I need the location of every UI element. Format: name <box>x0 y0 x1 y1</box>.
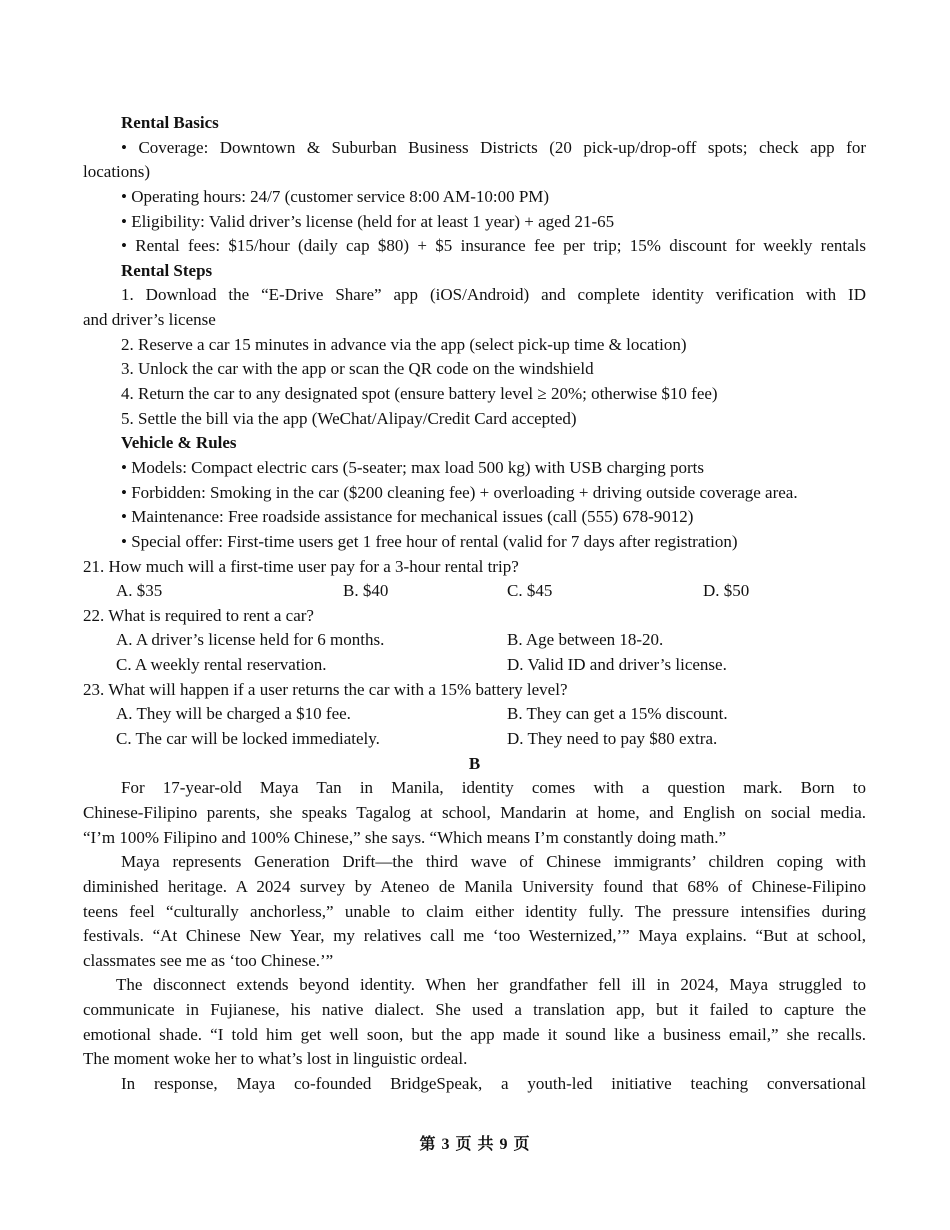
step-4: 4. Return the car to any designated spot (ensure battery level ≥ 20%; otherwise $10 fee) <box>121 384 718 404</box>
step-1: 1. Download the “E-Drive Share” app (iOS/Android) and complete identity verification with ID <box>121 285 866 305</box>
coverage-line: • Coverage: Downtown & Suburban Business Districts (20 pick-up/drop-off spots; check app for <box>121 137 866 157</box>
paragraph-3-line: The moment woke her to what’s lost in linguistic ordeal. <box>83 1049 468 1069</box>
option-a: A. $35 <box>116 581 163 601</box>
page-number-footer: 第 3 页 共 9 页 <box>419 1136 531 1153</box>
step-2: 2. Reserve a car 15 minutes in advance via the app (select pick-up time & location) <box>121 334 687 354</box>
options-22-ab <box>83 628 866 653</box>
options-22-cd <box>83 653 866 678</box>
paragraph-1-line: “I’m 100% Filipino and 100% Chinese,” she says. “Which means I’m constantly doing math.” <box>83 827 727 847</box>
option-b: B. $40 <box>343 581 389 601</box>
option-c: C. $45 <box>507 581 553 601</box>
heading-vehicle-rules: Vehicle & Rules <box>121 433 237 453</box>
option-d: D. $50 <box>703 581 750 601</box>
paragraph-4-line: In response, Maya co-founded BridgeSpeak, a youth-led initiative teaching conversational <box>121 1073 866 1093</box>
options-21 <box>83 579 866 604</box>
heading-rental-basics: Rental Basics <box>121 113 219 132</box>
maintenance: • Maintenance: Free roadside assistance for mechanical issues (call (555) 678-9012) <box>121 507 694 527</box>
special-offer: • Special offer: First-time users get 1 free hour of rental (valid for 7 days after registration) <box>121 531 738 551</box>
question-21: 21. How much will a first-time user pay for a 3-hour rental trip? <box>83 556 519 576</box>
eligibility: • Eligibility: Valid driver’s license (held for at least 1 year) + aged 21-65 <box>121 211 615 231</box>
option-d: D. Valid ID and driver’s license. <box>507 655 727 675</box>
option-a: A. They will be charged a $10 fee. <box>116 704 351 724</box>
paragraph-2-line: Maya represents Generation Drift—the third wave of Chinese immigrants’ children coping with <box>121 852 866 872</box>
step-1-cont: and driver’s license <box>83 310 216 330</box>
rental-fees: • Rental fees: $15/hour (daily cap $80) + $5 insurance fee per trip; 15% discount for weekly rentals <box>121 236 866 256</box>
models: • Models: Compact electric cars (5-seater; max load 500 kg) with USB charging ports <box>121 457 705 477</box>
options-23-cd <box>83 727 866 752</box>
forbidden: • Forbidden: Smoking in the car ($200 cleaning fee) + overloading + driving outside coverage area. <box>121 482 798 502</box>
step-5: 5. Settle the bill via the app (WeChat/Alipay/Credit Card accepted) <box>121 408 577 428</box>
options-23-ab <box>83 702 866 727</box>
step-3: 3. Unlock the car with the app or scan the QR code on the windshield <box>121 359 594 379</box>
question-22: 22. What is required to rent a car? <box>83 605 314 625</box>
option-b: B. They can get a 15% discount. <box>507 704 728 724</box>
heading-rental-steps: Rental Steps <box>121 260 213 280</box>
option-c: C. The car will be locked immediately. <box>116 729 380 749</box>
paragraph-3-line: The disconnect extends beyond identity. When her grandfather fell ill in 2024, Maya struggled to <box>116 975 866 995</box>
section-b-label: B <box>468 753 481 773</box>
paragraph-3-line: emotional shade. “I told him get well soon, but the app made it sound like a business email,” she recalls. <box>83 1024 866 1044</box>
paragraph-2-line: teens feel “culturally anchorless,” unable to claim either identity fully. The pressure intensifies during <box>83 901 866 921</box>
paragraph-1-line: For 17-year-old Maya Tan in Manila, identity comes with a question mark. Born to <box>121 778 866 798</box>
option-c: C. A weekly rental reservation. <box>116 655 327 675</box>
operating-hours: • Operating hours: 24/7 (customer service 8:00 AM-10:00 PM) <box>121 186 550 206</box>
paragraph-3-line: communicate in Fujianese, his native dialect. She used a translation app, but it failed to capture the <box>83 1000 866 1020</box>
paragraph-2-line: diminished heritage. A 2024 survey by Ateneo de Manila University found that 68% of Chinese-Filipino <box>83 876 866 896</box>
option-d: D. They need to pay $80 extra. <box>507 729 718 749</box>
document-page <box>83 111 866 1097</box>
option-a: A. A driver’s license held for 6 months. <box>116 630 385 650</box>
paragraph-1-line: Chinese-Filipino parents, she speaks Tagalog at school, Mandarin at home, and English on social media. <box>83 802 866 822</box>
question-23: 23. What will happen if a user returns the car with a 15% battery level? <box>83 679 568 699</box>
option-b: B. Age between 18-20. <box>507 630 664 650</box>
coverage-line-cont: locations) <box>83 162 151 182</box>
paragraph-2-line: classmates see me as ‘too Chinese.’” <box>83 950 334 970</box>
paragraph-2-line: festivals. “At Chinese New Year, my relatives call me ‘too Westernized,’” Maya explains. “But at school, <box>83 926 866 946</box>
